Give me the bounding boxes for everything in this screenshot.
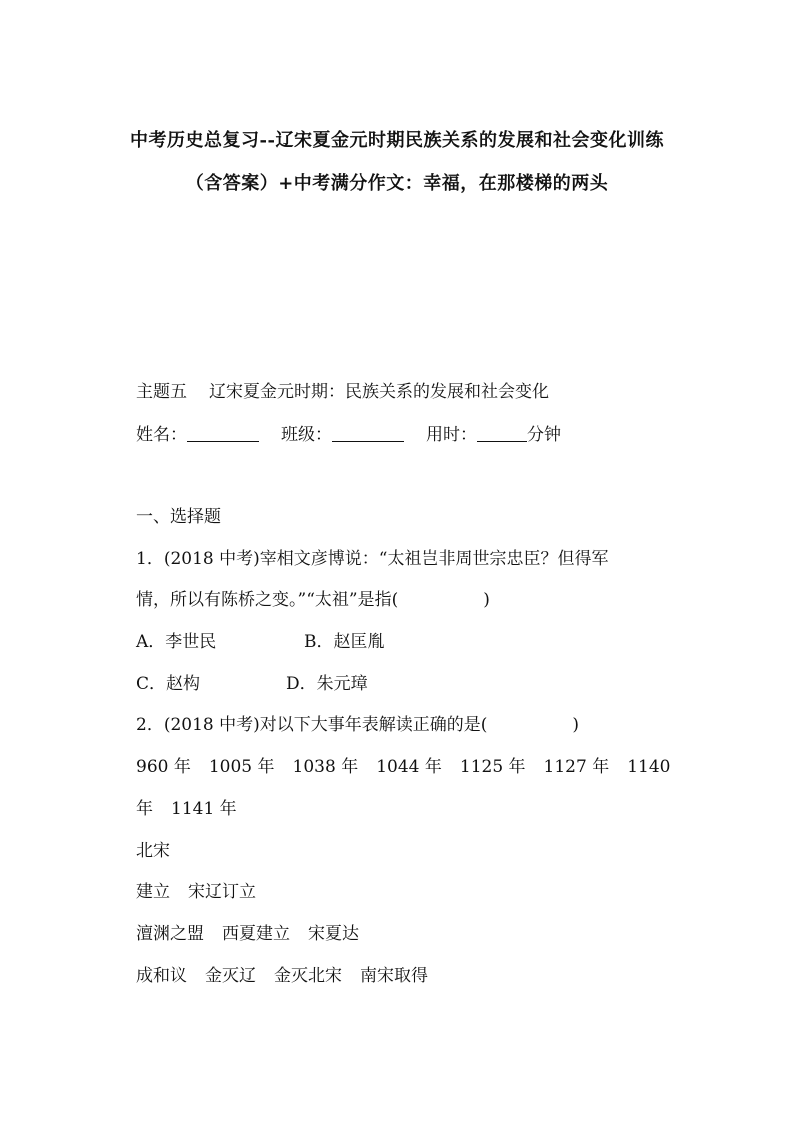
q1-options-ab	[136, 631, 385, 653]
q1-option-d: D．朱元璋	[286, 674, 368, 694]
q1-option-a: A．李世民	[136, 632, 217, 652]
name-blank	[187, 425, 259, 442]
q2-event: 南宋取得	[360, 966, 428, 986]
q1-line2: 情，所以有陈桥之变。”“太祖”是指( )	[136, 590, 490, 610]
q2-year: 1125 年	[459, 757, 526, 777]
topic-line	[136, 381, 549, 403]
q2-line1: 2．(2018 中考)对以下大事年表解读正确的是( )	[136, 715, 580, 735]
section-heading: 一、选择题	[136, 507, 221, 527]
q2-event-line1: 北宋	[136, 841, 170, 861]
q2-years-line1	[136, 756, 670, 778]
q2-year: 1141 年	[171, 799, 237, 819]
q2-years-line2	[136, 798, 237, 820]
q2-event: 金灭北宋	[274, 966, 342, 986]
q2-event: 西夏建立	[222, 924, 290, 944]
q1-option-b: B．赵匡胤	[304, 632, 385, 652]
q1-options-cd	[136, 673, 368, 695]
q2-year: 1140	[627, 757, 671, 777]
q2-year: 1005 年	[208, 757, 275, 777]
q2-year: 960 年	[136, 757, 191, 777]
topic-text: 辽宋夏金元时期：民族关系的发展和社会变化	[209, 382, 549, 402]
q2-event: 澶渊之盟	[136, 924, 204, 944]
q2-year: 年	[136, 799, 153, 819]
q2-event: 成和议	[136, 966, 187, 986]
q2-year: 1038 年	[292, 757, 359, 777]
q2-year: 1127 年	[543, 757, 610, 777]
q2-year: 1044 年	[376, 757, 442, 777]
q2-event: 宋辽订立	[188, 882, 256, 902]
document-title-line2: （含答案）+中考满分作文：幸福，在那楼梯的两头	[185, 173, 609, 194]
time-blank	[477, 425, 527, 442]
class-label: 班级：	[281, 425, 332, 445]
topic-label: 主题五	[136, 382, 187, 402]
q1-line1: 1．(2018 中考)宰相文彦博说：“太祖岂非周世宗忠臣？但得军	[136, 549, 609, 569]
q2-event: 宋夏达	[308, 924, 359, 944]
time-label: 用时：	[426, 425, 477, 445]
q2-event-line4	[136, 965, 428, 987]
name-label: 姓名：	[136, 425, 187, 445]
q2-event: 建立	[136, 882, 170, 902]
document-title-line1: 中考历史总复习--辽宋夏金元时期民族关系的发展和社会变化训练	[130, 130, 664, 151]
q2-event-line2	[136, 881, 256, 903]
class-blank	[332, 425, 404, 442]
q1-option-c: C．赵构	[136, 674, 201, 694]
student-info-line	[136, 424, 561, 446]
q2-event-line3	[136, 923, 359, 945]
q2-event: 金灭辽	[205, 966, 256, 986]
time-unit: 分钟	[527, 425, 561, 445]
